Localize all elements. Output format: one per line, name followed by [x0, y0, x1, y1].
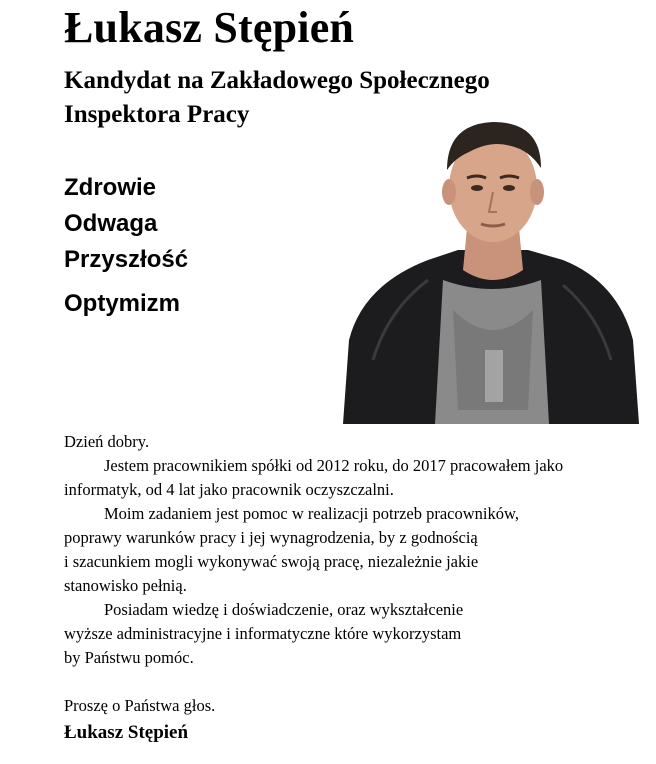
subtitle-line-1: Kandydat na Zakładowego Społecznego [64, 67, 490, 94]
letter-greeting: Dzień dobry. [64, 432, 150, 451]
portrait-illustration [343, 110, 639, 424]
letter-signature: Łukasz Stępień [64, 722, 189, 743]
letter-paragraph-2-line-4: stanowisko pełnią. [64, 576, 187, 595]
values-list [64, 170, 188, 322]
letter-paragraph-2-line-3: i szacunkiem mogli wykonywać swoją pracę, niezależnie jakie [64, 552, 479, 571]
subtitle-line-2: Inspektora Pracy [64, 101, 250, 128]
letter-paragraph-2-line-1: Moim zadaniem jest pomoc w realizacji potrzeb pracowników, [104, 504, 519, 523]
letter-paragraph-3-line-2: wyższe administracyjne i informatyczne które wykorzystam [64, 624, 462, 643]
letter-closing: Proszę o Państwa głos. [64, 696, 216, 715]
value-item-courage: Odwaga [64, 210, 158, 237]
letter-paragraph-3-line-3: by Państwu pomóc. [64, 648, 194, 667]
letter-paragraph-1: Jestem pracownikiem spółki od 2012 roku, do 2017 pracowałem jako informatyk, od 4 lat jako pracownik oczyszczalni. [64, 456, 564, 499]
letter-paragraph-2-line-2: poprawy warunków pracy i jej wynagrodzenia, by z godnością [64, 528, 478, 547]
letter-paragraph-3-line-1: Posiadam wiedzę i doświadczenie, oraz wykształcenie [104, 600, 464, 619]
value-item-health: Zdrowie [64, 174, 157, 201]
value-item-optimism: Optymizm [64, 290, 181, 317]
candidate-name-title: Łukasz Stępień [64, 3, 355, 52]
letter-body [64, 430, 624, 748]
value-item-future: Przyszłość [64, 246, 189, 273]
candidate-portrait-photo [343, 110, 639, 424]
